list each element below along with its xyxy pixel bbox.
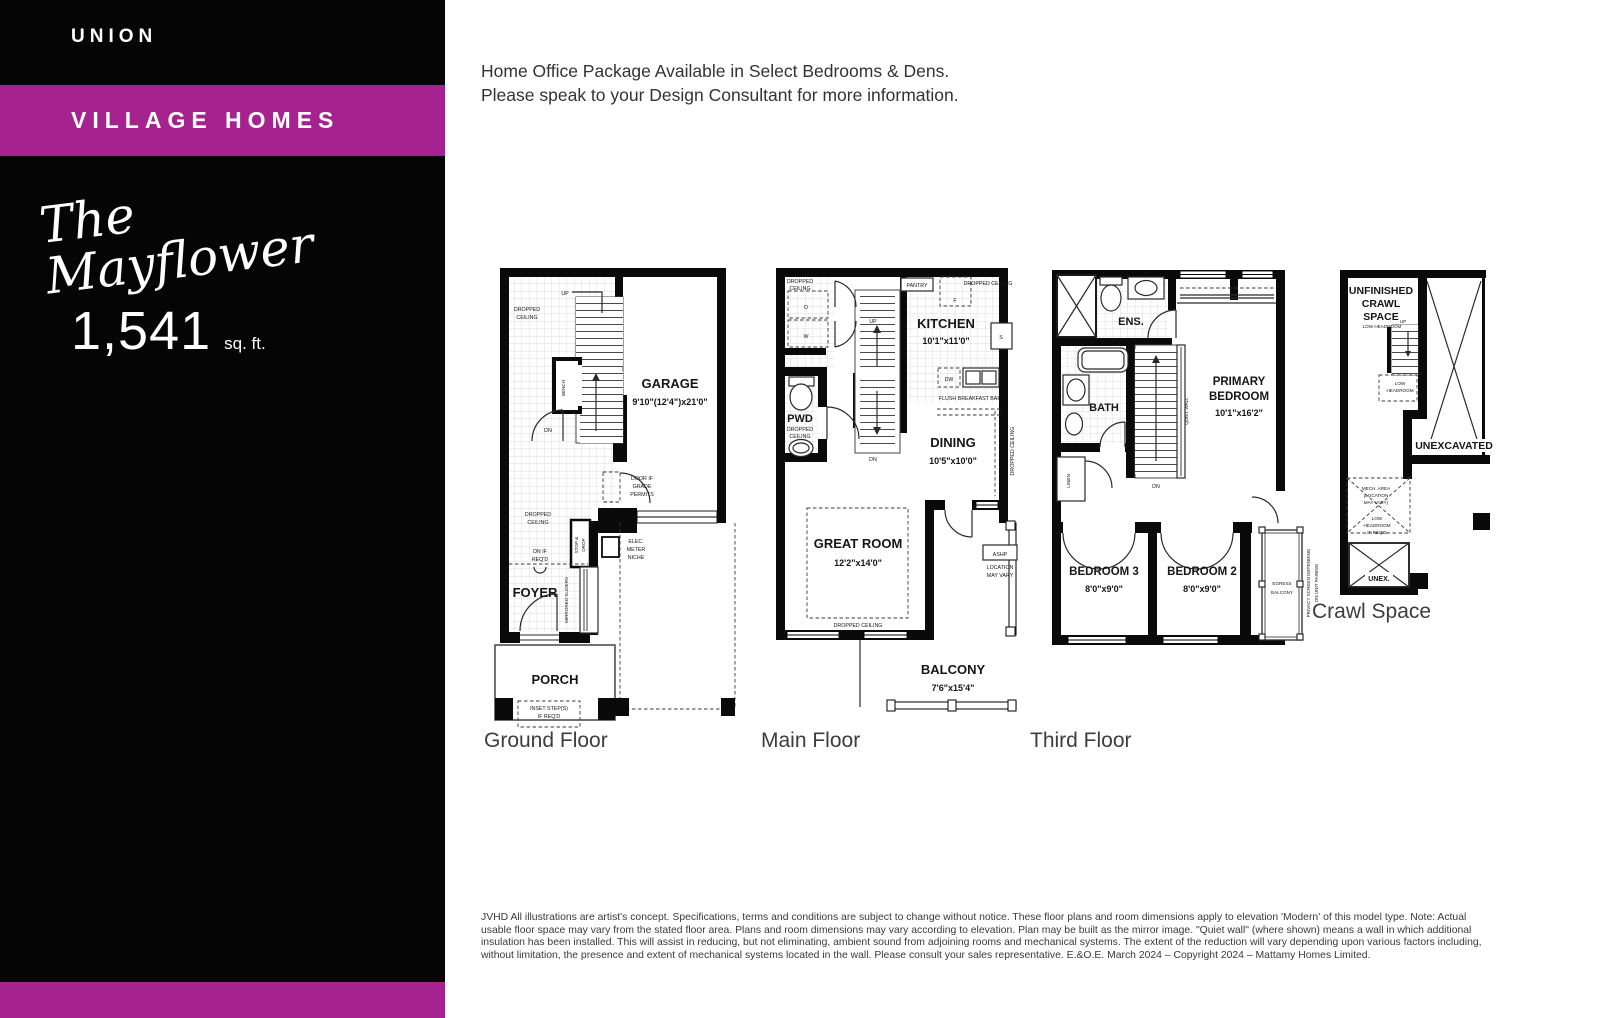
inset-steps-label: INSET STEP(S) (530, 706, 568, 712)
washer-label: W (803, 334, 809, 340)
inset-steps-label: IF REQ'D (537, 714, 561, 720)
flush-bar-label: FLUSH BREAKFAST BAR (938, 396, 1002, 402)
dropped-ceiling-label: CEILING (789, 434, 811, 440)
balcony-door (945, 500, 972, 537)
crawl-space-label: SPACE (1363, 311, 1399, 323)
low-headroom-label: IF REQ'D (1367, 530, 1387, 535)
low-headroom-label: LOW HEADROOM (1362, 324, 1402, 329)
crawl-stairs (1387, 325, 1418, 375)
dw-label: DW (944, 377, 954, 383)
series-band (0, 85, 445, 156)
dropped-ceiling-label: DROPPED (513, 307, 541, 313)
kitchen-dim: 10'1"x11'0" (922, 336, 970, 346)
balcony-label: BALCONY (920, 662, 986, 677)
privacy-screen-label: PRIVACY SCREEN DEPENDING (1306, 548, 1311, 618)
dropped-ceiling-label: CEILING (516, 315, 538, 321)
privacy-screen-label: ON UNIT PAIRING (1314, 563, 1319, 603)
main-floor-title: Main Floor (761, 729, 861, 752)
grade-door-label: GRADE (632, 484, 652, 490)
garage-dim: 9'10"(12'4")x21'0" (632, 397, 708, 407)
third-floor-plan (1030, 261, 1322, 651)
quiet-wall-label: QUIET WALL (1184, 397, 1189, 425)
dn-label: DN (544, 428, 552, 434)
primary-bedroom-dim: 10'1"x16'2" (1215, 408, 1263, 418)
egress-balcony-label: EGRESS (1272, 581, 1292, 586)
garage-door (637, 511, 717, 523)
balcony-dim: 7'6"x15'4" (931, 683, 975, 693)
main-stairs (855, 290, 900, 453)
dropped-ceiling-label: DROPPED CEILING (1010, 426, 1016, 476)
low-headroom-label: HEADROOM (1386, 388, 1414, 393)
foyer-label: FOYER (512, 585, 558, 600)
header-note (481, 60, 959, 107)
dropped-ceiling-label: DROPPED CEILING (963, 281, 1013, 287)
grade-door-label: DOOR IF (630, 476, 654, 482)
elec-meter-niche (602, 537, 619, 557)
ashp-note: LOCATION (986, 565, 1014, 571)
low-headroom-label: LOW (1371, 516, 1383, 521)
mirrored-sliders-label: MIRRORED SLIDERS (564, 577, 569, 623)
bench-label: BENCH (561, 379, 566, 397)
up-label: UP (869, 319, 877, 325)
series-label: VILLAGE HOMES (71, 107, 340, 133)
ensuite-label: ENS. (1118, 316, 1144, 328)
elec-meter-label: ELEC. (628, 539, 644, 545)
ground-floor-plan (484, 261, 746, 731)
brand-union: UNION (71, 26, 158, 47)
elec-meter-label: METER (626, 547, 646, 553)
dropped-ceiling-label: DROPPED (786, 279, 814, 285)
unexcavated-x (1427, 281, 1481, 452)
model-name: The Mayflower (36, 185, 317, 306)
bedroom3-label: BEDROOM 3 (1069, 566, 1139, 578)
bedroom3-dim: 8'0"x9'0" (1085, 584, 1123, 594)
garage-label: GARAGE (641, 376, 699, 391)
dropped-ceiling-label: CEILING (527, 520, 549, 526)
third-floor-title: Third Floor (1030, 729, 1132, 752)
mech-label: MECH. AREA (1361, 486, 1391, 491)
ashp-note: MAY VARY (986, 573, 1014, 579)
stop-drop-label: STOP & (574, 536, 579, 554)
up-label: UP (1399, 319, 1407, 324)
low-headroom-label: LOW (1394, 381, 1406, 386)
dropped-ceiling-label: CEILING (789, 286, 811, 292)
square-footage (71, 300, 266, 362)
mech-label: (LOCATION (1363, 493, 1389, 498)
bottom-accent-band (0, 982, 445, 1018)
dining-label: DINING (930, 435, 976, 450)
dn-label: DN (869, 457, 877, 463)
disclaimer-text: JVHD All illustrations are artist's concept. Specifications, terms and conditions are subject to change without notice. These floor plans and room dimensions apply to elevation 'Modern' of this model type. Note: Actual usable floor space may vary from the stated floor area. Plans and room dimensions may vary according to elevation. Plan may be built as the mirror image. "Quiet wall" (where shown) means a wall in which additional insulation has been installed. This will assist in reducing, but not eliminating, ambient sound from adjoining rooms and mechanical systems. The extent of the reduction will vary depending upon various factors including, without limitation, the presence and extent of mechanical systems located in the wall. Please consult your sales representative. E.&O.E. March 2024 – Copyright 2024 – Mattamy Homes Limited. (481, 912, 1482, 961)
dropped-ceiling-label: DROPPED (786, 427, 814, 433)
mirrored-closet (580, 567, 598, 633)
bench-opening (577, 365, 582, 406)
sidebar (0, 0, 445, 982)
crawl-space-plan (1313, 261, 1498, 601)
mech-label: MAY VARY) (1363, 500, 1389, 505)
egress-balcony-label: BALCONY (1271, 590, 1293, 595)
ground-floor-title: Ground Floor (484, 729, 608, 752)
dropped-ceiling-label: DROPPED (524, 512, 552, 518)
main-floor-plan (760, 261, 1022, 721)
third-stairs (1135, 345, 1185, 478)
unex-label: UNEX. (1368, 576, 1390, 583)
dryer-label: D (804, 305, 808, 311)
crawl-space-title: Crawl Space (1312, 600, 1432, 623)
great-room-label: GREAT ROOM (813, 536, 903, 551)
dining-dim: 10'5"x10'0" (929, 456, 977, 466)
grade-door-label: PERMITS (630, 492, 654, 498)
bedroom2-label: BEDROOM 2 (1167, 566, 1237, 578)
primary-bedroom-label: PRIMARY (1212, 376, 1266, 388)
crawl-space-label: CRAWL (1361, 298, 1401, 310)
header-line1: Home Office Package Available in Select Bedrooms & Dens. (481, 61, 950, 81)
great-room-dim: 12'2"x14'0" (834, 558, 882, 568)
kitchen-label: KITCHEN (917, 316, 975, 331)
pwd-label: PWD (787, 413, 813, 425)
dn-if-reqd-label: DN IF (533, 549, 547, 555)
ashp-label: ASHP (992, 552, 1008, 558)
sqft-unit: sq. ft. (224, 334, 266, 353)
bench-nook (554, 359, 580, 412)
porch-label: PORCH (531, 672, 579, 687)
fridge-label: F (953, 298, 957, 304)
bedroom2-dim: 8'0"x9'0" (1183, 584, 1221, 594)
up-label: UP (561, 291, 569, 297)
egress-balcony (1252, 497, 1303, 640)
low-headroom-label: HEADROOM (1363, 523, 1391, 528)
crawl-space-label: UNFINISHED (1348, 285, 1414, 297)
linen-label: LINEN (1066, 474, 1071, 488)
primary-bedroom-label: BEDROOM (1208, 391, 1270, 403)
header-line2: Please speak to your Design Consultant for more information. (481, 84, 959, 105)
elec-meter-label: NICHE (627, 555, 645, 561)
stop-drop-label: DROP (581, 538, 586, 552)
shower (1057, 275, 1096, 337)
sqft-value: 1,541 (71, 301, 212, 361)
dn-if-reqd-label: REQ'D (531, 557, 549, 563)
sink-label: S (999, 335, 1003, 341)
dropped-ceiling-label: DROPPED CEILING (833, 623, 883, 629)
bath-label: BATH (1089, 402, 1119, 414)
unexcavated-label: UNEXCAVATED (1415, 440, 1493, 452)
dn-label: DN (1152, 484, 1160, 490)
pantry-label: PANTRY (906, 283, 928, 289)
